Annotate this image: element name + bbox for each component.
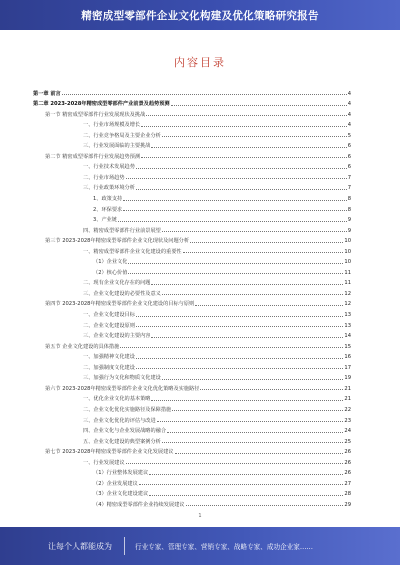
- toc-entry-page: 21: [344, 396, 351, 403]
- toc-entry-label: 第二节 精密成型零部件行业发展趋势预测: [45, 153, 141, 160]
- toc-entry-page: 4: [347, 101, 351, 108]
- toc-entry-label: 三、行业发展面临的主要挑战: [83, 143, 151, 150]
- toc-entry-label: 1、政策支持: [93, 196, 123, 203]
- toc-leader-dots: [149, 474, 343, 475]
- toc-leader-dots: [200, 389, 343, 390]
- toc-leader-dots: [136, 358, 344, 359]
- toc-entry[interactable]: [33, 265, 351, 276]
- toc-entry[interactable]: [33, 350, 351, 361]
- toc-entry-page: 25: [344, 438, 351, 445]
- toc-entry[interactable]: [33, 181, 351, 192]
- toc-entry-page: 5: [347, 132, 351, 139]
- toc-leader-dots: [141, 126, 347, 127]
- toc-entry-page: 4: [347, 122, 351, 129]
- toc-leader-dots: [183, 252, 344, 253]
- toc-entry[interactable]: [33, 424, 351, 435]
- toc-entry-page: 7: [347, 174, 351, 181]
- toc-entry[interactable]: [33, 329, 351, 340]
- toc-entry-page: 12: [344, 301, 351, 308]
- toc-entry-page: 10: [344, 259, 351, 266]
- toc-entry[interactable]: [33, 307, 351, 318]
- toc-entry-label: 一、行业发展建议: [83, 459, 125, 466]
- toc-leader-dots: [123, 210, 346, 211]
- toc-entry-label: 一、行业技术发展趋势: [83, 164, 135, 171]
- report-title: 精密成型零部件企业文化构建及优化策略研究报告: [81, 9, 319, 22]
- toc-entry-page: 11: [344, 269, 351, 276]
- toc-entry[interactable]: [33, 107, 351, 118]
- toc-entry-label: （3）企业文化建设建议: [93, 491, 149, 498]
- toc-leader-dots: [162, 231, 347, 232]
- toc-leader-dots: [171, 105, 347, 106]
- toc-entry[interactable]: [33, 434, 351, 445]
- toc-leader-dots: [162, 294, 344, 295]
- toc-entry-label: 二、现有企业文化存在的问题: [83, 280, 151, 287]
- toc-leader-dots: [139, 484, 344, 485]
- toc-entry-page: 14: [344, 333, 351, 340]
- toc-entry-label: 一、精密成型零部件企业文化建设的重要性: [83, 248, 182, 255]
- toc-entry[interactable]: [33, 318, 351, 329]
- header-banner: [0, 0, 400, 30]
- toc-entry-label: 二、行业竞争格局及主要企业分析: [83, 132, 161, 139]
- toc-leader-dots: [128, 273, 343, 274]
- toc-leader-dots: [136, 326, 344, 327]
- toc-entry[interactable]: [33, 213, 351, 224]
- toc-leader-dots: [195, 305, 343, 306]
- toc-entry-label: 四、精密成型零部件行业前景展望: [83, 227, 161, 234]
- toc-entry-label: （4）精密成型零部件企业持续发展建议: [93, 501, 185, 508]
- toc-leader-dots: [151, 337, 343, 338]
- toc-entry-page: 8: [347, 196, 351, 203]
- toc-entry[interactable]: [33, 392, 351, 403]
- footer-slogan-left: 让每个人都能成为: [48, 541, 112, 551]
- toc-entry-label: 一、加强精神文化建设: [83, 354, 135, 361]
- toc-entry-label: 三、加强行为文化和物质文化建设: [83, 375, 161, 382]
- toc-entry-label: （1）企业文化: [93, 259, 128, 266]
- toc-entry-page: 10: [344, 248, 351, 255]
- toc-entry[interactable]: [33, 402, 351, 413]
- toc-entry-label: 三、企业文化建设的主要内容: [83, 333, 151, 340]
- toc-entry-label: （1）行业整体发展建议: [93, 470, 149, 477]
- toc-leader-dots: [190, 242, 343, 243]
- toc-leader-dots: [136, 368, 344, 369]
- toc-entry-label: 第七节 2023-2028年精密成型零部件企业文化发展建议: [45, 449, 174, 456]
- toc-entry-label: （2）核心价值: [93, 269, 128, 276]
- toc-entry-label: 一、行业市场规模及增长: [83, 122, 141, 129]
- toc-entry[interactable]: [33, 234, 351, 245]
- toc-entry-label: 一、优化企业文化的基本策略: [83, 396, 151, 403]
- toc-entry-label: 二、企业文化优化实施路径及保障措施: [83, 406, 172, 413]
- toc-leader-dots: [118, 221, 347, 222]
- toc-leader-dots: [128, 263, 343, 264]
- toc-entry-label: 第五节 企业文化建设的具体措施: [45, 343, 120, 350]
- toc-leader-dots: [157, 421, 344, 422]
- toc-entry-page: 29: [344, 501, 351, 508]
- toc-entry-page: 13: [344, 312, 351, 319]
- toc-entry[interactable]: [33, 381, 351, 392]
- toc-entry[interactable]: [33, 466, 351, 477]
- toc-leader-dots: [149, 495, 343, 496]
- toc-leader-dots: [151, 400, 343, 401]
- toc-entry-page: 6: [347, 143, 351, 150]
- toc-leader-dots: [186, 505, 344, 506]
- toc-entry-label: 五、企业文化建设的典型案例分析: [83, 438, 161, 445]
- toc-entry[interactable]: [33, 455, 351, 466]
- toc-entry[interactable]: [33, 286, 351, 297]
- toc-entry-page: 6: [347, 153, 351, 160]
- toc-leader-dots: [162, 136, 347, 137]
- toc-entry-page: 22: [344, 406, 351, 413]
- toc-leader-dots: [162, 379, 344, 380]
- toc-leader-dots: [146, 115, 346, 116]
- toc-entry[interactable]: [33, 476, 351, 487]
- toc-entry-page: 9: [347, 227, 351, 234]
- toc-leader-dots: [172, 410, 343, 411]
- toc-leader-dots: [175, 453, 344, 454]
- toc-entry-label: 四、企业文化与企业发展战略的融合: [83, 428, 167, 435]
- toc-entry-label: 第六节 2023-2028年精密成型零部件企业文化优化策略及实施路径: [45, 385, 200, 392]
- toc-entry-page: 6: [347, 164, 351, 171]
- toc-entry-label: 三、企业文化优化的评估与改进: [83, 417, 156, 424]
- toc-entry-page: 8: [347, 206, 351, 213]
- toc-entry-page: 4: [347, 111, 351, 118]
- toc-entry-page: 28: [344, 491, 351, 498]
- toc-entry-page: 26: [344, 470, 351, 477]
- toc-entry[interactable]: [33, 118, 351, 129]
- toc-entry[interactable]: [33, 445, 351, 456]
- toc-entry[interactable]: [33, 149, 351, 160]
- toc-entry[interactable]: [33, 413, 351, 424]
- toc-leader-dots: [120, 347, 343, 348]
- toc-entry[interactable]: [33, 297, 351, 308]
- toc-entry-page: 19: [344, 375, 351, 382]
- toc-entry-page: 26: [344, 459, 351, 466]
- toc-entry[interactable]: [33, 86, 351, 97]
- toc-entry[interactable]: [33, 487, 351, 498]
- toc-leader-dots: [136, 189, 347, 190]
- toc-entry[interactable]: [33, 276, 351, 287]
- toc-entry-label: 第三节 2023-2028年精密成型零部件企业文化现状及问题分析: [45, 238, 190, 245]
- toc-leader-dots: [123, 200, 346, 201]
- toc-leader-dots: [141, 157, 347, 158]
- toc-entry-label: 二、企业文化建设原则: [83, 322, 135, 329]
- footer-banner: [0, 527, 400, 565]
- toc-entry-page: 23: [344, 417, 351, 424]
- toc-leader-dots: [136, 316, 344, 317]
- toc-entry[interactable]: [33, 160, 351, 171]
- toc-leader-dots: [162, 442, 344, 443]
- toc-entry[interactable]: [33, 360, 351, 371]
- toc-entry-page: 21: [344, 385, 351, 392]
- toc-entry-page: 26: [344, 449, 351, 456]
- toc-leader-dots: [126, 463, 344, 464]
- toc-entry[interactable]: [33, 255, 351, 266]
- toc-entry[interactable]: [33, 202, 351, 213]
- toc-entry-label: 第四节 2023-2028年精密成型零部件企业文化建设的目标与原则: [45, 301, 195, 308]
- toc-entry-page: 12: [344, 290, 351, 297]
- footer-divider: [124, 537, 125, 555]
- toc-leader-dots: [62, 94, 347, 95]
- footer-slogan-right: 行业专家、管理专家、营销专家、战略专家、成功企业家……: [135, 543, 314, 551]
- toc-entry-page: 11: [344, 280, 351, 287]
- toc-entry[interactable]: [33, 371, 351, 382]
- table-of-contents: [33, 86, 351, 508]
- toc-entry-label: 第一节 精密成型零部件行业发展现状及挑战: [45, 111, 146, 118]
- toc-entry[interactable]: [33, 128, 351, 139]
- toc-entry[interactable]: [33, 139, 351, 150]
- toc-entry[interactable]: [33, 339, 351, 350]
- toc-heading: 内容目录: [174, 56, 226, 69]
- toc-entry-label: 三、行业政策环境分析: [83, 185, 135, 192]
- page-number: 1: [198, 513, 202, 519]
- toc-leader-dots: [151, 284, 343, 285]
- toc-entry[interactable]: [33, 170, 351, 181]
- toc-leader-dots: [136, 168, 347, 169]
- toc-entry-label: 一、企业文化建设目标: [83, 312, 135, 319]
- toc-entry[interactable]: [33, 497, 351, 508]
- toc-entry-page: 16: [344, 354, 351, 361]
- toc-entry-label: 2、环保要求: [93, 206, 123, 213]
- toc-entry[interactable]: [33, 97, 351, 108]
- toc-entry-page: 9: [347, 217, 351, 224]
- toc-entry-label: 第二章 2023-2028年精密成型零部件产业前景及趋势预测: [33, 101, 170, 108]
- toc-entry-label: 第一章 前言: [33, 90, 61, 97]
- toc-leader-dots: [151, 147, 346, 148]
- toc-entry-page: 27: [344, 480, 351, 487]
- toc-leader-dots: [167, 432, 343, 433]
- toc-entry-label: 三、企业文化建设的必要性及意义: [83, 290, 161, 297]
- toc-leader-dots: [126, 178, 347, 179]
- toc-entry-page: 7: [347, 185, 351, 192]
- toc-entry-label: 3、产业链: [93, 217, 118, 224]
- toc-entry[interactable]: [33, 244, 351, 255]
- toc-entry-page: 10: [344, 238, 351, 245]
- toc-entry-page: 4: [347, 90, 351, 97]
- toc-entry-label: （2）企业发展建议: [93, 480, 138, 487]
- toc-entry-page: 24: [344, 428, 351, 435]
- toc-entry-label: 二、加强制度文化建设: [83, 364, 135, 371]
- toc-entry[interactable]: [33, 191, 351, 202]
- toc-entry[interactable]: [33, 223, 351, 234]
- toc-entry-page: 15: [344, 343, 351, 350]
- toc-entry-page: 17: [344, 364, 351, 371]
- toc-entry-page: 13: [344, 322, 351, 329]
- toc-entry-label: 二、行业市场趋势: [83, 174, 125, 181]
